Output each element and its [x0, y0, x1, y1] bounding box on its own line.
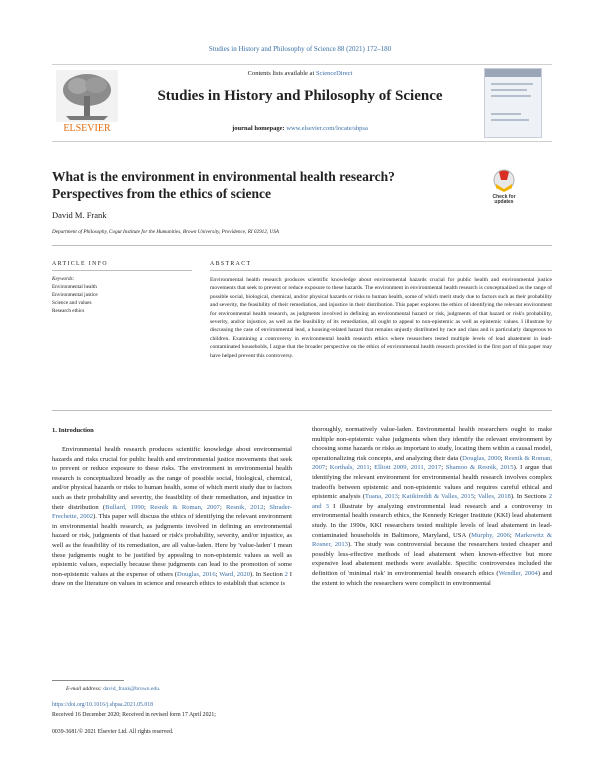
journal-homepage	[130, 125, 470, 132]
abstract-text: Environmental health research produces scientific knowledge about environmental hazards crucial for public health and environmental justice movements that seek to prevent or reduce exposure to these hazards. The environment in environmental health research is conceptualized as the range of possible social, biological, chemical, and/or physical hazards or risks to human health, some of which merit study due to factors such as their probability and severity, the feasibility of their remediation, and injustice in their distribution. This paper explores the ethics of identifying the relevant environment for environmental health research, as judgments involved in defining an environmental hazard or risk, judgments of that hazard or risk's probability, severity, and/or injustice, as well as the feasibility of its remediation, all ought to appeal to non-epistemic as well as epistemic values. I illustrate by discussing the case of environmental lead, a housing-related hazard that remains unjustly distributed by race and class and is particularly dangerous to children. Examining a controversy in environmental health research ethics where researchers tested multiple levels of lead abatement in lead-contaminated households, I argue that the broader perspective on the ethics of environmental health research provided in the first part of this paper may have helped prevent this controversy.	[210, 277, 552, 359]
crossmark-line2: updates	[494, 199, 514, 204]
email-label: E-mail address:	[66, 686, 102, 692]
copyright-notice: 0039-3681/© 2021 Elsevier Ltd. All rights reserved.	[52, 729, 174, 735]
body-paragraph: Environmental health research produces scientific knowledge about environmental hazards and risks crucial for public health and environmental justice movements that seek to prevent or reduce exposure to these risks. The environment in environmental health research is conceptualized broadly as the range of possible social, biological, chemical, and/or physical hazards or risks to human health, some of which merit study due to factors such as their probability and severity, the feasibility of their remediation, and injustice in their distribution (Bullard, 1990; Resnik & Roman, 2007; Resnik, 2012; Shrader-Frechette, 2002). This paper will discuss the ethics of identifying the relevant environment in environmental health research, as judgments involved in defining an environmental hazard or risk, judgments of that hazard or risk's probability, severity, and/or injustice, as well as the feasibility of its remediation, are all value-laden. Here by 'value-laden' I mean these judgments ought to be justified by appealing to non-epistemic values as well as epistemic values, especially because these judgments can lead to the promotion of some non-epistemic values at the expense of others (Douglas, 2016; Ward, 2020). In Section 2 I draw on the literature on values in science and research ethics to establish that science is	[52, 446, 293, 588]
homepage-label: journal homepage:	[232, 125, 285, 132]
keywords-label: Keywords:	[52, 276, 75, 282]
article-info-heading: ARTICLE INFO	[52, 261, 108, 267]
section-link[interactable]: 2 and 3	[312, 493, 552, 510]
footnote-rule	[52, 680, 124, 681]
running-head: Studies in History and Philosophy of Science 88 (2021) 172–180	[208, 45, 392, 53]
contents-line	[130, 70, 470, 77]
author-name: David M. Frank	[52, 210, 107, 220]
keyword-item: Science and values	[52, 300, 92, 306]
citation-link[interactable]: Korthals, 2011	[329, 464, 370, 472]
crossmark-icon	[487, 168, 521, 204]
section-heading: 1. Introduction	[52, 427, 94, 434]
check-for-updates-badge[interactable]	[487, 168, 521, 204]
keyword-item: Environmental health	[52, 284, 97, 290]
homepage-url[interactable]: www.elsevier.com/locate/shpsa	[286, 125, 368, 132]
citation-link[interactable]: Tuana, 2013	[364, 493, 398, 501]
body-paragraph: thoroughly, normatively value-laden. Environmental health researchers ought to make multiple non-epistemic value judgments when they identify the relevant environment by choosing some hazards or risks as important to study, locating them within a causal model, operationalizing risk concepts, and analyzing their data (Douglas, 2000; Resnik & Roman, 2007; Korthals, 2011; Elliott 2009, 2011, 2017; Shamoo & Resnik, 2015). I argue that identifying the relevant environment for environmental health research involves complex tradeoffs between epistemic and non-epistemic values and requires careful ethical and epistemic analysis (Tuana, 2013; Katikireddi & Valles, 2015; Valles, 2018). In Sections 2 and 3 I illustrate by analyzing environmental lead research and a controversy in environmental health research ethics, the Kennedy Krieger Institute (KKI) lead abatement study. In the 1990s, KKI researchers tested multiple levels of lead abatement in lead-contaminated households in Baltimore, Maryland, USA (Murphy, 2006; Markowitz & Rosner, 2013). The study was controversial because the researchers tested cheaper and possibly less-effective methods of lead abatement when known-effective but more expensive lead abatement methods were available. Specific controversies included the definition of 'minimal risk' in environmental health research ethics (Wendler, 2004) and the extent to which the researchers were complicit in environmental	[312, 426, 553, 587]
article-info-rule	[52, 270, 192, 271]
citation-link[interactable]: Murphy, 2006	[471, 531, 510, 539]
elsevier-tree-icon	[56, 70, 118, 134]
received-dates: Received 16 December 2020; Received in revised form 17 April 2021;	[52, 712, 216, 718]
citation-link[interactable]: Douglas, 2000	[462, 454, 501, 462]
author-affiliation: Department of Philosophy, Cogut Institute for the Humanities, Brown University, Providence, RI 02912, USA	[52, 229, 279, 235]
body-column-right	[312, 425, 552, 588]
citation-link[interactable]: Elliott 2009, 2011, 2017	[374, 464, 442, 472]
journal-cover-thumbnail	[484, 68, 542, 138]
abstract-rule	[210, 270, 552, 271]
citation-link[interactable]: Bullard, 1990	[105, 503, 144, 511]
citation-link[interactable]: Resnik & Roman, 2007	[149, 503, 220, 511]
email-link[interactable]: david_frank@brown.edu.	[103, 686, 161, 692]
citation-link[interactable]: Shrader-Frechette, 2002	[52, 503, 292, 521]
citation-link[interactable]: Katikireddi & Valles, 2015	[401, 493, 475, 501]
keyword-item: Environmental justice	[52, 292, 98, 298]
article-title: What is the environment in environmental health research? Perspectives from the ethics of science	[52, 169, 395, 201]
keyword-item: Research ethics	[52, 308, 85, 314]
contents-prefix: Contents lists available at	[247, 70, 315, 77]
sciencedirect-link[interactable]: ScienceDirect	[315, 70, 353, 77]
doi-link[interactable]: https://doi.org/10.1016/j.shpsa.2021.05.018	[52, 702, 154, 708]
citation-link[interactable]: Douglas, 2016	[176, 570, 216, 578]
citation-link[interactable]: Ward, 2020	[219, 570, 250, 578]
elsevier-logo	[56, 70, 118, 134]
citation-link[interactable]: Shamoo & Resnik, 2015	[445, 464, 514, 472]
citation-link[interactable]: Wendler, 2004	[498, 569, 538, 577]
crossmark-line1: Check for	[492, 194, 516, 200]
citation-link[interactable]: Valles, 2018	[477, 493, 511, 501]
abstract-heading: ABSTRACT	[210, 261, 252, 267]
abstract-divider	[52, 410, 552, 411]
citation-link[interactable]: Resnik & Roman, 2007	[312, 454, 552, 472]
header-divider	[52, 245, 552, 246]
section-link[interactable]: 2	[284, 570, 288, 578]
citation-link[interactable]: Resnik, 2012	[226, 503, 264, 511]
journal-title: Studies in History and Philosophy of Science	[157, 88, 443, 104]
author-email-note	[66, 686, 160, 692]
body-column-left	[52, 445, 292, 589]
citation-link[interactable]: Markowitz & Rosner, 2013	[312, 531, 552, 549]
publisher-name: ELSEVIER	[63, 123, 111, 134]
